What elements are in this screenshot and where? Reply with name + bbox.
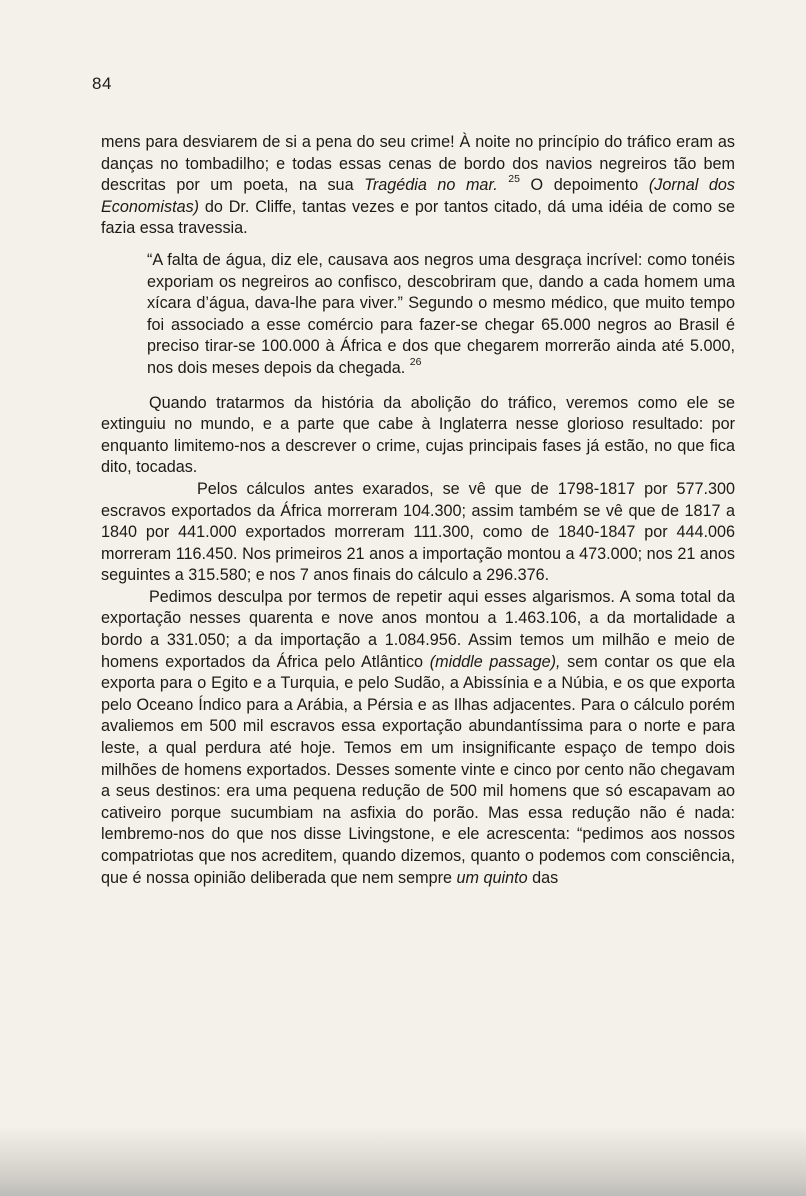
paragraph-1 [101,132,735,240]
paragraph-4-text-b: sem contar os que ela exporta para o Egito e a Turquia, e pelo Sudão, a Abissínia e a Núbia, e os que exporta pelo Oceano Índico para a Arábia, a Pérsia e as Ilhas adjacentes. Para o cálculo porém avaliemos em 500 mil escravos essa exportação abundantíssima para o norte e para leste, a qual perdura até hoje. Temos em um insignificante espaço de tempo dois milhões de homens exportados. Desses somente vinte e cinco por cento não chegavam a seus destinos: era uma pequena redução de 500 mil homens que só escapavam ao cativeiro porque sucumbiam na asfixia do porão. Mas essa redução não é nada: lembremo-nos do que nos disse Livingstone, e ele acrescenta: “pedimos aos nossos compatriotas que nos acreditem, quando dizemos, quanto o podemos com consciência, que é nossa opinião deliberada que nem sempre [101,652,735,887]
body-text [101,132,735,889]
footnote-ref-25: 25 [508,172,520,185]
paragraph-4-text-a: Pedimos desculpa por termos de repetir aqui esses algarismos. A soma total da exportação nesses quarenta e nove anos montou a 1.463.106, a da mortalidade a bordo a 331.050; a da importação a 1.084.956. Assim temos um milhão e meio de homens exportados da África pelo Atlântico [101,587,735,671]
paragraph-1-text-a: mens para desviarem de si a pena do seu crime! À noite no princípio do tráfico eram as danças no tombadilho; e todas essas cenas de bordo dos navios negreiros tão bem descritas por um poeta, na sua [101,133,735,195]
block-quote [147,250,735,380]
title-tragedia-no-mar: Tragédia no mar. [364,176,498,195]
term-middle-passage: (middle passage), [429,652,561,671]
paragraph-1-text-c: do Dr. Cliffe, tantas vezes e por tantos citado, dá uma idéia de como se fazia essa travessia. [101,197,735,238]
footnote-ref-26: 26 [409,355,422,368]
block-quote-text: “A falta de água, diz ele, causava aos negros uma desgraça incrível: como tonéis exporiam os negreiros ao confisco, descobriram que, dando a cada homem uma xícara d’água, dava-lhe para viver.” Segundo o mesmo médico, que muito tempo foi associado a esse comércio para fazer-se chegar 65.000 negros ao Brasil é preciso tirar-se 100.000 à África e dos que chegarem morrerão ainda até 5.000, nos dois meses depois da chegada. [147,250,735,377]
paragraph-1-text-b: O depoimento [519,176,649,195]
title-jornal-dos-economistas: (Jornal dos Economistas) [101,176,735,216]
term-um-quinto: um quinto [456,868,528,887]
paragraph-3: Pelos cálculos antes exarados, se vê que de 1798-1817 por 577.300 escravos exportados da África morreram 104.300; assim também se vê que de 1817 a 1840 por 441.000 exportados morreram 111.300, como de 1840-1847 por 444.006 morreram 116.450. Nos primeiros 21 anos a importação montou a 473.000; nos 21 anos seguintes a 315.580; e nos 7 anos finais do cálculo a 296.376. [101,479,735,585]
page-bottom-shadow [0,1126,806,1196]
paragraph-4 [101,587,735,889]
paragraph-2: Quando tratarmos da história da abolição do tráfico, veremos como ele se extinguiu no mundo, e a parte que cabe à Inglaterra nesse glorioso resultado: por enquanto limitemo-nos a descrever o crime, cujas principais fases já estão, no que fica dito, tocadas. [101,393,735,477]
page-number: 84 [92,74,112,93]
paragraph-4-text-c: das [527,868,559,887]
